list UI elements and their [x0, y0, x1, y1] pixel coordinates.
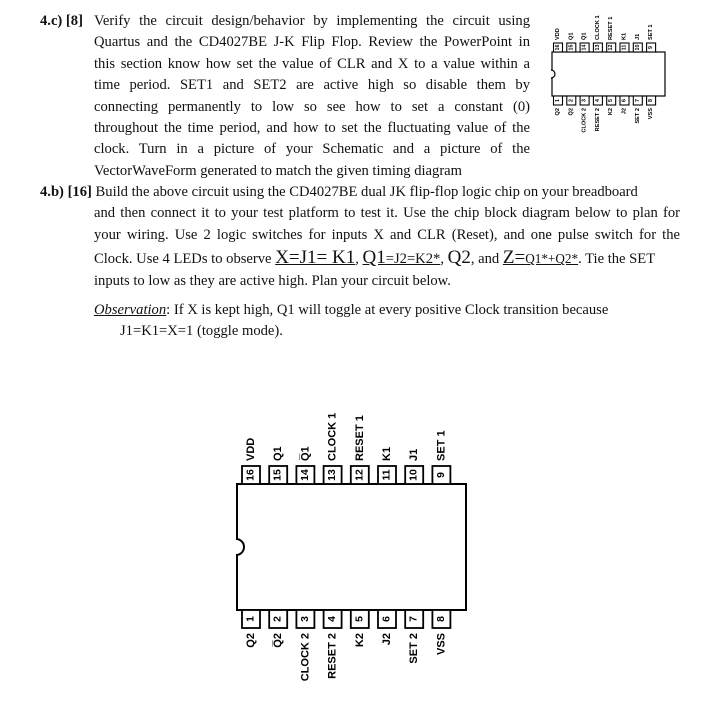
pin-name: Q2	[245, 633, 257, 648]
q4b-line-4: Clock. Use 4 LEDs to observe X=J1= K1, Q1=J2=K2*, Q2, and Z=Q1*+Q2*. Tie the SET	[94, 247, 656, 269]
pin-number: 2	[568, 99, 575, 102]
pin-number: 10	[408, 469, 420, 481]
pin-number: 8	[648, 99, 655, 102]
pin-name: RESET 2	[326, 633, 339, 679]
pin-number: 2	[272, 616, 284, 622]
z-signal: Z=	[502, 247, 526, 269]
pin-name: RESET 2	[594, 108, 601, 132]
pin-number: 15	[272, 469, 284, 481]
pin-number: 5	[608, 99, 615, 102]
pin-name: SET 2	[408, 633, 421, 664]
q2-signal: Q2	[447, 247, 471, 269]
q4c-line-2: Quartus and the CD4027BE J-K Flip Flop. Review the PowerPoint in	[94, 34, 530, 51]
q4b-line-1: Build the above circuit using the CD4027BE dual JK flip-flop logic chip on your breadboard	[95, 184, 638, 200]
pin-name: CLOCK 1	[594, 15, 601, 40]
pin-name: VDD	[245, 437, 257, 461]
pin-number: 14	[581, 44, 588, 51]
pin-number: 7	[408, 616, 420, 622]
pin-name: Q2	[555, 108, 561, 116]
pin-name: K1	[621, 32, 628, 40]
q4c-line-6: throughout the time period, and how to set the fluctuating value of the	[94, 120, 530, 137]
observation-line-2: J1=K1=X=1 (toggle mode).	[120, 323, 283, 340]
pin-name: SET 2	[634, 108, 641, 124]
pin-name: CLOCK 2	[299, 633, 312, 682]
pin-number: 5	[354, 616, 366, 622]
q4c-line-4: time period. SET1 and SET2 are active high so disable them by	[94, 77, 530, 94]
chip-body	[552, 52, 665, 96]
pin-name: RESET 1	[353, 415, 366, 461]
pin-number: 12	[608, 44, 615, 51]
pin-number: 11	[381, 469, 393, 481]
pin-number: 1	[555, 99, 561, 102]
small-chip-diagram	[551, 15, 665, 132]
q4c-line-8: VectorWaveForm generated to match the given timing diagram	[94, 162, 463, 179]
q4c-line-3: this section know how set the value of CLR and X to a value within a	[94, 55, 530, 72]
pin-name: Q̅1	[299, 446, 312, 461]
pin-name: K2	[353, 633, 366, 648]
pin-name: VSS	[435, 633, 448, 656]
pin-name: J2	[621, 108, 628, 115]
pin-name: Q̅1	[581, 32, 588, 40]
chip-body	[237, 484, 466, 610]
pin-name: RESET 1	[608, 16, 615, 40]
pin-number: 9	[648, 46, 655, 49]
pin-number: 11	[621, 44, 628, 51]
pin-name: J1	[408, 448, 421, 461]
pin-name: CLOCK 1	[326, 412, 339, 461]
pin-name: SET 1	[435, 430, 448, 461]
pin-name: J1	[634, 33, 641, 40]
question-4b-label: 4.b) [16]	[40, 184, 92, 200]
pin-number: 4	[594, 99, 601, 102]
pin-number: 3	[581, 99, 588, 102]
pin-number: 10	[634, 44, 641, 51]
pin-name: J2	[381, 633, 393, 646]
question-4c-label: 4.c) [8]	[40, 13, 83, 29]
pin-number: 14	[299, 469, 311, 481]
pin-name: VSS	[648, 108, 655, 120]
pin-name: Q1	[272, 446, 285, 461]
pin-number: 13	[594, 44, 601, 51]
pin-number: 8	[435, 616, 447, 622]
q4b-line-5: inputs to low as they are active high. Plan your circuit below.	[94, 273, 451, 290]
pin-number: 13	[327, 469, 339, 481]
pin-number: 4	[327, 616, 339, 622]
pin-number: 6	[621, 99, 628, 102]
big-chip-diagram	[235, 413, 466, 682]
pin-number: 1	[245, 616, 257, 622]
pin-name: K1	[381, 446, 393, 461]
pin-name: Q̅2	[272, 633, 285, 648]
observation-line-1: Observation: If X is kept high, Q1 will toggle at every positive Clock transition because	[94, 301, 609, 318]
q4c-line-5: connecting permanently to low so see how to set a constant (0)	[94, 98, 530, 115]
pin-number: 16	[245, 469, 257, 481]
pin-number: 15	[568, 44, 575, 51]
pin-name: Q̅2	[568, 108, 575, 116]
q1-signal: Q1	[362, 247, 386, 269]
observation-label: Observation	[94, 301, 167, 318]
pin-number: 12	[354, 469, 366, 481]
q4c-line-7: clock. Turn in a picture of your Schematic and a picture of the	[94, 141, 530, 158]
pin-name: Q1	[568, 32, 575, 40]
pin-name: VDD	[555, 28, 561, 40]
pin-number: 16	[555, 44, 561, 51]
pin-number: 7	[634, 99, 641, 102]
q4b-line-3: your wiring. Use 2 logic switches for inputs X and CLR (Reset), and one pulse switch for the	[94, 226, 680, 243]
pin-name: SET 1	[648, 24, 655, 40]
q4b-line-2: and then connect it to your test platform to test it. Use the chip block diagram below to plan for	[94, 205, 680, 222]
q4c-line-1: Verify the circuit design/behavior by implementing the circuit using	[94, 13, 530, 29]
pin-number: 9	[435, 472, 447, 478]
pin-number: 3	[299, 616, 311, 622]
pin-name: CLOCK 2	[581, 108, 588, 133]
x-signal: X=J1= K1	[275, 247, 356, 269]
pin-number: 6	[381, 616, 393, 622]
pin-name: K2	[608, 108, 615, 116]
